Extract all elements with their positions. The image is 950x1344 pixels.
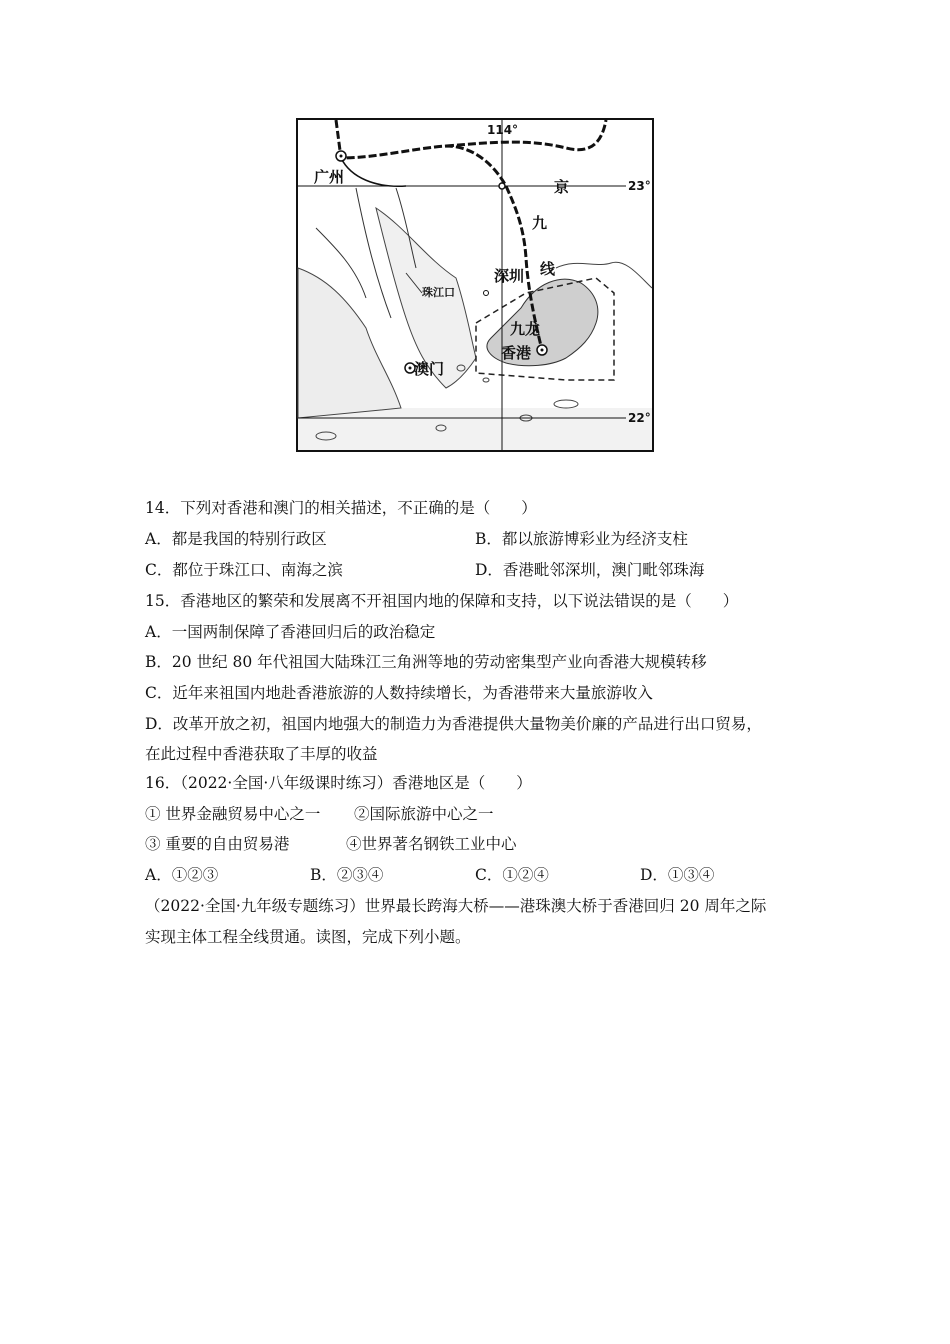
q16-option-b: B．②③④ (310, 866, 384, 884)
q16-item-2: ②国际旅游中心之一 (354, 805, 494, 823)
q14-option-b: B．都以旅游博彩业为经济支柱 (475, 530, 688, 548)
shenzhen-label: 深圳 (494, 267, 525, 285)
q16-option-c: C．①②④ (475, 866, 549, 884)
zhujiangkou-label: 珠江口 (422, 286, 455, 299)
aomen-label: 澳门 (414, 360, 445, 378)
q15-option-a: A．一国两制保障了香港回归后的政治稳定 (145, 623, 436, 641)
q15-stem: 15．香港地区的繁荣和发展离不开祖国内地的保障和支持，以下说法错误的是（ ） (145, 592, 739, 610)
q15-option-c: C．近年来祖国内地赴香港旅游的人数持续增长，为香港带来大量旅游收入 (145, 684, 653, 702)
q16-item-4: ④世界著名钢铁工业中心 (346, 835, 517, 853)
q15-option-d-line1: D．改革开放之初，祖国内地强大的制造力为香港提供大量物美价廉的产品进行出口贸易， (145, 715, 762, 733)
q16-option-d: D．①③④ (640, 866, 715, 884)
xianggang-label: 香港 (501, 344, 532, 362)
map-svg (296, 118, 654, 452)
q16-option-a: A．①②③ (145, 866, 219, 884)
q14-option-a: A．都是我国的特别行政区 (145, 530, 327, 548)
xian-label: 线 (540, 260, 556, 278)
jing-label: 京 (554, 178, 570, 196)
q15-option-b: B．20 世纪 80 年代祖国大陆珠江三角洲等地的劳动密集型产业向香港大规模转移 (145, 653, 707, 671)
guangzhou-label: 广州 (314, 168, 345, 186)
lat-top-label: 23° (628, 179, 651, 193)
jiulong-label: 九龙 (510, 320, 541, 338)
q15-option-d-line2: 在此过程中香港获取了丰厚的收益 (145, 745, 378, 763)
q14-option-d: D．香港毗邻深圳，澳门毗邻珠海 (475, 561, 705, 579)
q14-option-c: C．都位于珠江口、南海之滨 (145, 561, 343, 579)
q16-item-3: ③ 重要的自由贸易港 (145, 835, 290, 853)
lat-bottom-label: 22° (628, 411, 651, 425)
intro-line-2: 实现主体工程全线贯通。读图，完成下列小题。 (145, 928, 471, 946)
lon-label: 114° (487, 123, 519, 137)
junction-marker (499, 183, 505, 189)
intro-line-1: （2022·全国·九年级专题练习）世界最长跨海大桥——港珠澳大桥于香港回归 20 周年之际 (145, 897, 767, 915)
sea-area (298, 408, 652, 450)
q14-stem: 14．下列对香港和澳门的相关描述，不正确的是（ ） (145, 499, 537, 517)
zhujiangkou-marker (484, 291, 489, 296)
q16-item-1: ① 世界金融贸易中心之一 (145, 805, 321, 823)
hong-kong-map (296, 118, 654, 452)
q16-stem: 16．（2022·全国·八年级课时练习）香港地区是（ ） (145, 774, 532, 792)
jiu-label: 九 (532, 214, 548, 232)
